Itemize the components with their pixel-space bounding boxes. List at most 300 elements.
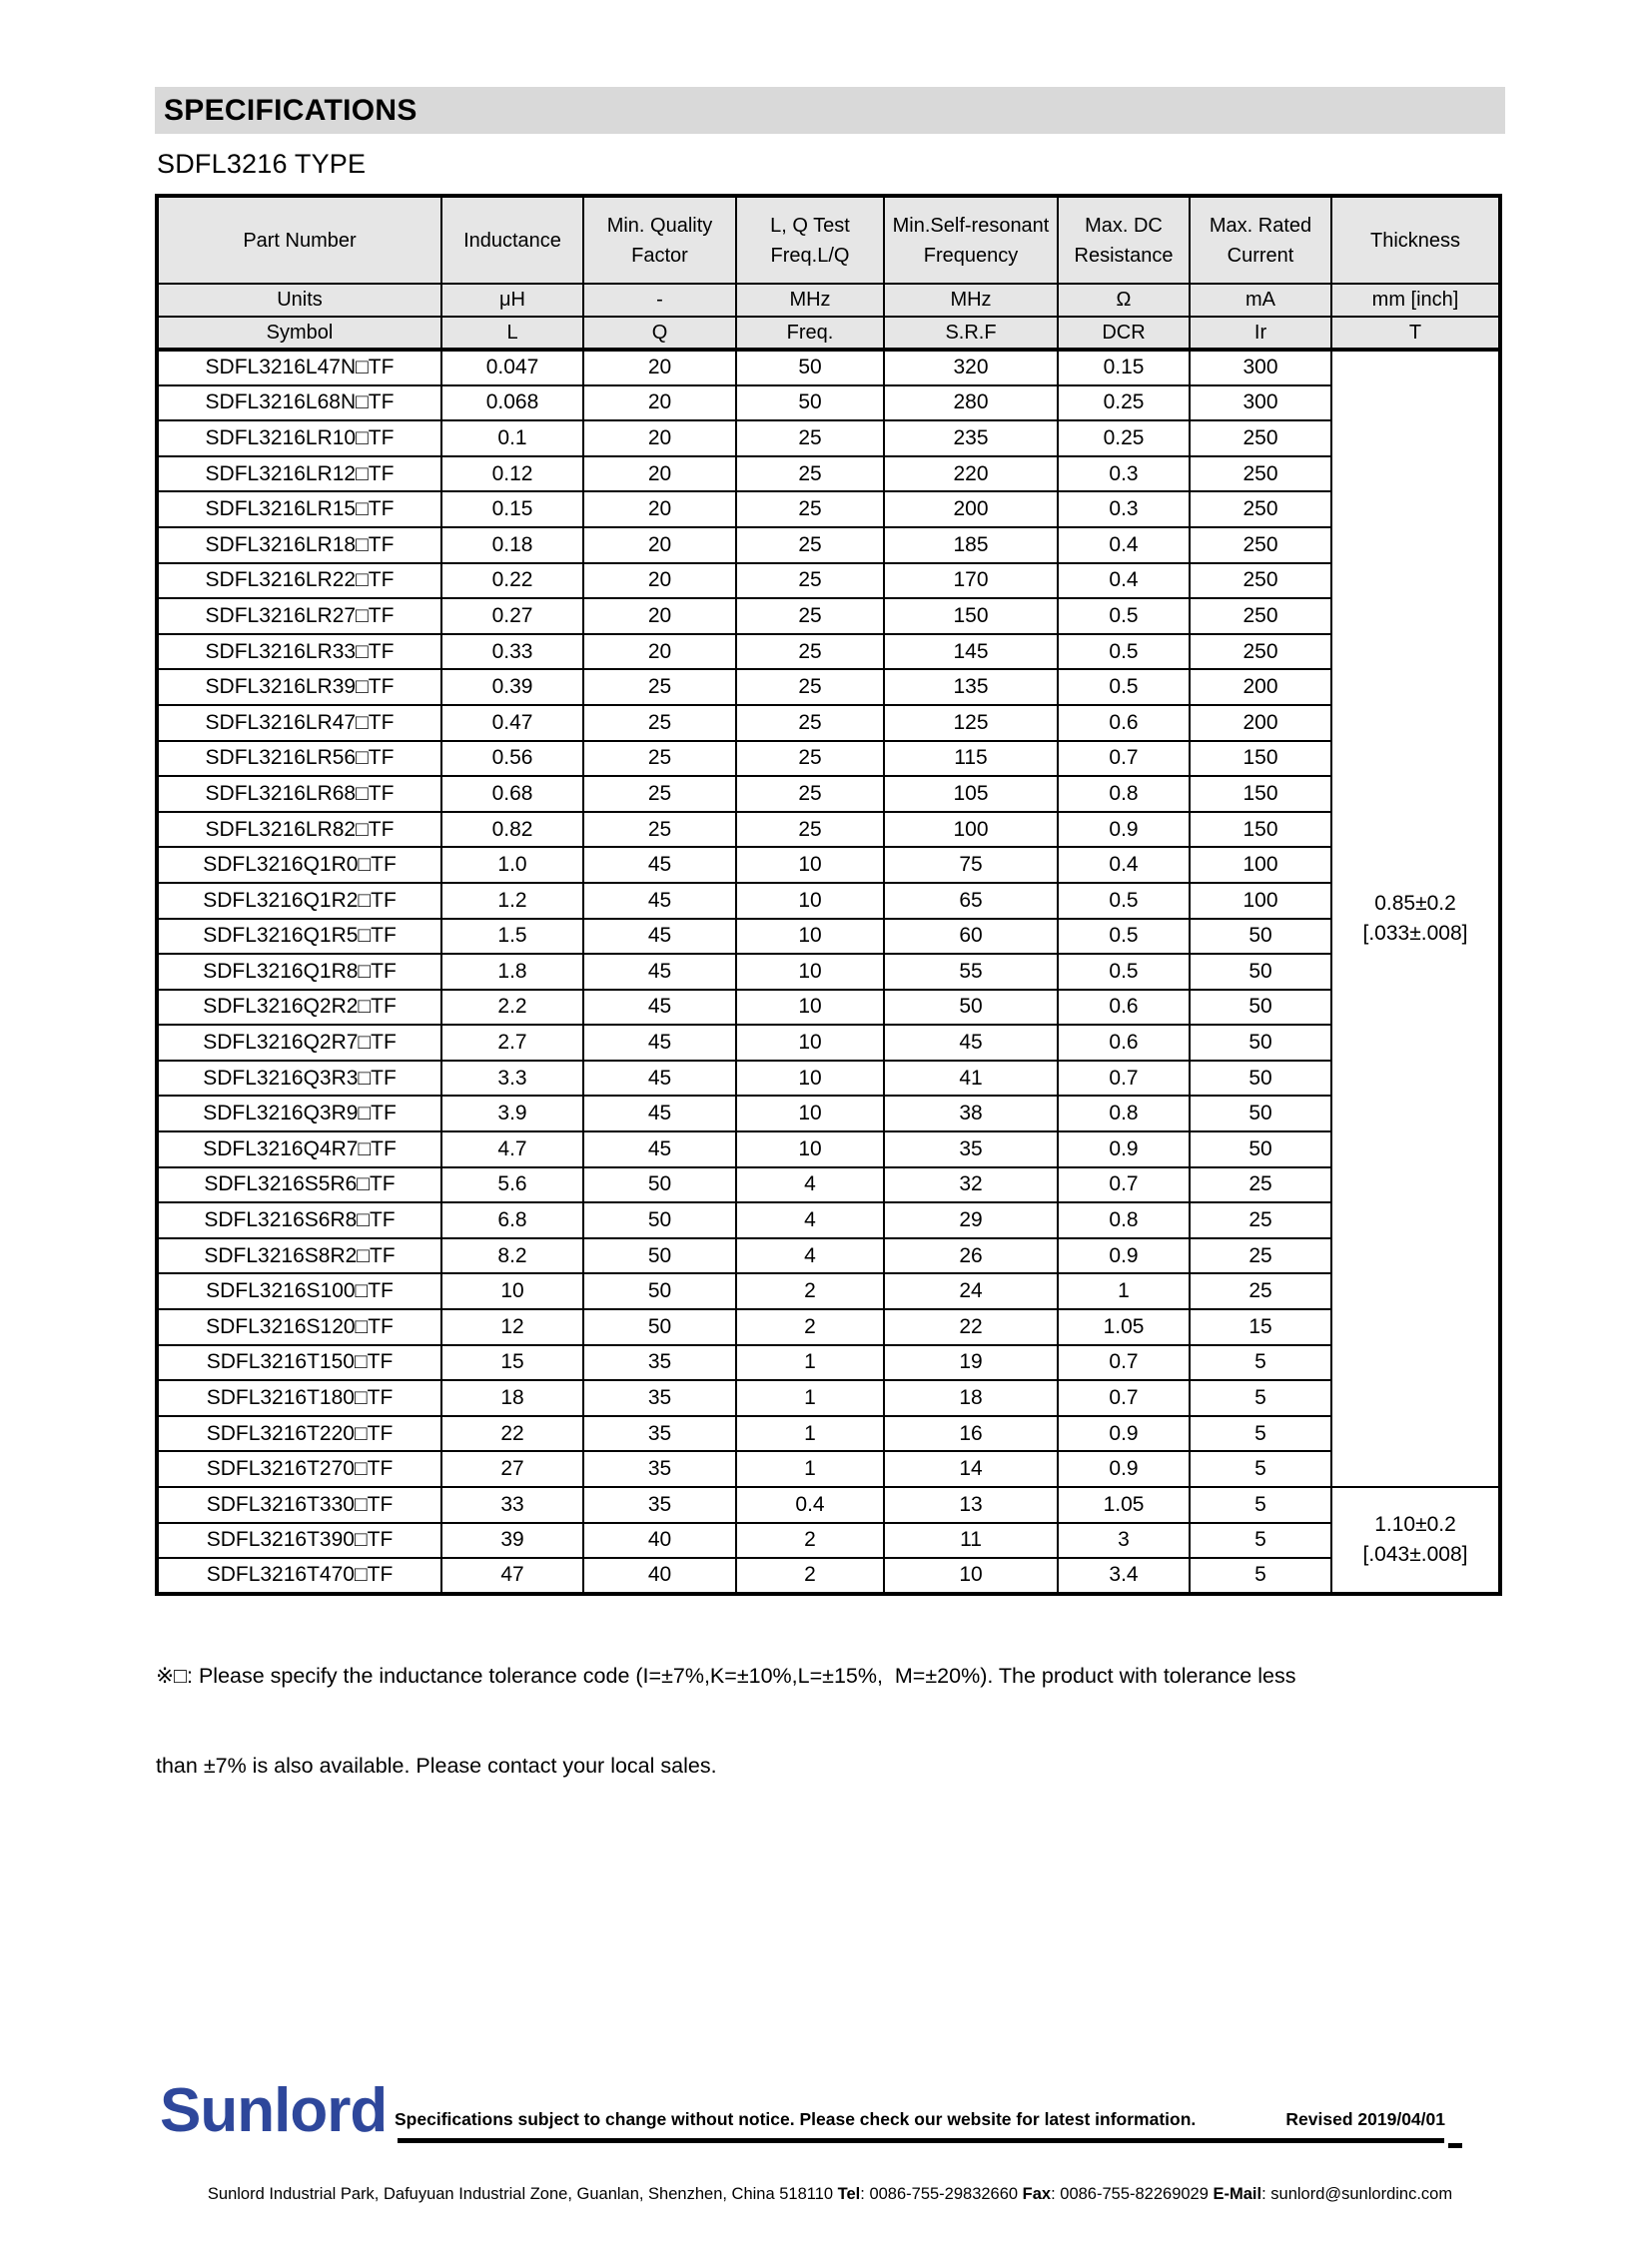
value-cell: 250 bbox=[1190, 456, 1331, 492]
part-number-cell: SDFL3216L68N□TF bbox=[157, 385, 441, 421]
value-cell: 39 bbox=[441, 1523, 583, 1559]
value-cell: 35 bbox=[583, 1451, 736, 1487]
header-cell bbox=[736, 196, 884, 284]
part-number-cell: SDFL3216T390□TF bbox=[157, 1523, 441, 1559]
value-cell: 0.15 bbox=[441, 491, 583, 527]
table-row bbox=[157, 1416, 1500, 1452]
value-cell: 45 bbox=[583, 990, 736, 1026]
value-cell: 0.4 bbox=[1058, 847, 1190, 883]
footer-rule-end bbox=[1448, 2143, 1462, 2148]
value-cell: 0.047 bbox=[441, 350, 583, 385]
value-cell: 25 bbox=[736, 527, 884, 563]
part-number-cell: SDFL3216L47N□TF bbox=[157, 350, 441, 385]
thickness-cell-line: [.043±.008] bbox=[1362, 1542, 1468, 1566]
value-cell: 6.8 bbox=[441, 1202, 583, 1238]
value-cell: 0.7 bbox=[1058, 741, 1190, 777]
value-cell: 0.56 bbox=[441, 741, 583, 777]
value-cell: 0.47 bbox=[441, 705, 583, 741]
value-cell: 0.9 bbox=[1058, 1238, 1190, 1274]
value-cell: 20 bbox=[583, 598, 736, 634]
table-row bbox=[157, 527, 1500, 563]
header-cell bbox=[583, 196, 736, 284]
value-cell: 50 bbox=[583, 1202, 736, 1238]
spec-table-body bbox=[157, 350, 1500, 1594]
symbol-row-cell: Q bbox=[583, 317, 736, 350]
value-cell: 45 bbox=[583, 883, 736, 919]
value-cell: 16 bbox=[884, 1416, 1058, 1452]
value-cell: 5 bbox=[1190, 1416, 1331, 1452]
value-cell: 25 bbox=[1190, 1238, 1331, 1274]
footer-rule bbox=[398, 2138, 1444, 2143]
part-number-cell: SDFL3216LR18□TF bbox=[157, 527, 441, 563]
value-cell: 1 bbox=[736, 1380, 884, 1416]
value-cell: 10 bbox=[736, 990, 884, 1026]
value-cell: 45 bbox=[583, 919, 736, 955]
value-cell: 25 bbox=[736, 598, 884, 634]
value-cell: 250 bbox=[1190, 598, 1331, 634]
value-cell: 18 bbox=[884, 1380, 1058, 1416]
value-cell: 25 bbox=[1190, 1273, 1331, 1309]
value-cell: 200 bbox=[1190, 705, 1331, 741]
value-cell: 25 bbox=[583, 776, 736, 812]
value-cell: 14 bbox=[884, 1451, 1058, 1487]
table-row bbox=[157, 1558, 1500, 1594]
value-cell: 2.2 bbox=[441, 990, 583, 1026]
header-cell bbox=[441, 196, 583, 284]
value-cell: 20 bbox=[583, 527, 736, 563]
value-cell: 0.15 bbox=[1058, 350, 1190, 385]
part-number-cell: SDFL3216LR22□TF bbox=[157, 563, 441, 599]
value-cell: 50 bbox=[1190, 1025, 1331, 1061]
value-cell: 25 bbox=[583, 669, 736, 705]
value-cell: 55 bbox=[884, 954, 1058, 990]
part-number-cell: SDFL3216LR10□TF bbox=[157, 420, 441, 456]
footer-notice-row bbox=[395, 2109, 1445, 2130]
value-cell: 2.7 bbox=[441, 1025, 583, 1061]
value-cell: 100 bbox=[1190, 847, 1331, 883]
header-cell-line: Max. Rated bbox=[1209, 214, 1312, 237]
thickness-cell-line: 0.85±0.2 bbox=[1374, 892, 1456, 915]
table-row bbox=[157, 1487, 1500, 1523]
value-cell: 150 bbox=[1190, 812, 1331, 848]
value-cell: 5 bbox=[1190, 1345, 1331, 1381]
value-cell: 33 bbox=[441, 1487, 583, 1523]
value-cell: 10 bbox=[736, 1061, 884, 1097]
value-cell: 3 bbox=[1058, 1523, 1190, 1559]
part-number-cell: SDFL3216S6R8□TF bbox=[157, 1202, 441, 1238]
table-row bbox=[157, 420, 1500, 456]
header-cell bbox=[884, 196, 1058, 284]
value-cell: 50 bbox=[583, 1309, 736, 1345]
value-cell: 300 bbox=[1190, 350, 1331, 385]
value-cell: 18 bbox=[441, 1380, 583, 1416]
value-cell: 2 bbox=[736, 1273, 884, 1309]
value-cell: 45 bbox=[583, 1061, 736, 1097]
value-cell: 0.5 bbox=[1058, 669, 1190, 705]
value-cell: 1 bbox=[736, 1345, 884, 1381]
part-number-cell: SDFL3216LR68□TF bbox=[157, 776, 441, 812]
thickness-cell-line: [.033±.008] bbox=[1362, 922, 1468, 945]
symbol-row-cell: Symbol bbox=[157, 317, 441, 350]
header-cell-line: Max. DC bbox=[1085, 214, 1163, 237]
value-cell: 35 bbox=[583, 1380, 736, 1416]
value-cell: 0.6 bbox=[1058, 1025, 1190, 1061]
part-number-cell: SDFL3216LR82□TF bbox=[157, 812, 441, 848]
part-number-cell: SDFL3216T330□TF bbox=[157, 1487, 441, 1523]
spec-table-head bbox=[157, 196, 1500, 350]
value-cell: 10 bbox=[736, 883, 884, 919]
value-cell: 5 bbox=[1190, 1380, 1331, 1416]
part-number-cell: SDFL3216LR12□TF bbox=[157, 456, 441, 492]
value-cell: 19 bbox=[884, 1345, 1058, 1381]
symbol-row-cell: L bbox=[441, 317, 583, 350]
value-cell: 2 bbox=[736, 1558, 884, 1594]
thickness-cell bbox=[1331, 350, 1500, 1487]
part-number-cell: SDFL3216Q1R2□TF bbox=[157, 883, 441, 919]
value-cell: 115 bbox=[884, 741, 1058, 777]
address-label: Tel bbox=[837, 2185, 861, 2203]
part-number-cell: SDFL3216T470□TF bbox=[157, 1558, 441, 1594]
value-cell: 100 bbox=[884, 812, 1058, 848]
value-cell: 20 bbox=[583, 634, 736, 670]
value-cell: 45 bbox=[583, 1025, 736, 1061]
spec-table bbox=[155, 194, 1502, 1596]
part-number-cell: SDFL3216LR15□TF bbox=[157, 491, 441, 527]
value-cell: 0.12 bbox=[441, 456, 583, 492]
table-row bbox=[157, 1380, 1500, 1416]
value-cell: 10 bbox=[736, 919, 884, 955]
value-cell: 45 bbox=[583, 1096, 736, 1131]
company-address bbox=[155, 2185, 1505, 2204]
part-number-cell: SDFL3216T270□TF bbox=[157, 1451, 441, 1487]
value-cell: 25 bbox=[583, 705, 736, 741]
value-cell: 0.4 bbox=[736, 1487, 884, 1523]
value-cell: 250 bbox=[1190, 634, 1331, 670]
table-row bbox=[157, 491, 1500, 527]
table-row bbox=[157, 1096, 1500, 1131]
value-cell: 26 bbox=[884, 1238, 1058, 1274]
value-cell: 50 bbox=[884, 990, 1058, 1026]
value-cell: 41 bbox=[884, 1061, 1058, 1097]
value-cell: 1.8 bbox=[441, 954, 583, 990]
value-cell: 25 bbox=[583, 812, 736, 848]
value-cell: 5 bbox=[1190, 1558, 1331, 1594]
value-cell: 15 bbox=[1190, 1309, 1331, 1345]
value-cell: 0.33 bbox=[441, 634, 583, 670]
value-cell: 8.2 bbox=[441, 1238, 583, 1274]
value-cell: 29 bbox=[884, 1202, 1058, 1238]
symbol-row-cell: Freq. bbox=[736, 317, 884, 350]
value-cell: 0.9 bbox=[1058, 1451, 1190, 1487]
value-cell: 25 bbox=[583, 741, 736, 777]
units-row-cell: μH bbox=[441, 284, 583, 317]
header-cell bbox=[1331, 196, 1500, 284]
part-number-cell: SDFL3216LR56□TF bbox=[157, 741, 441, 777]
thickness-cell-line: 1.10±0.2 bbox=[1374, 1512, 1456, 1536]
value-cell: 0.82 bbox=[441, 812, 583, 848]
table-row bbox=[157, 350, 1500, 385]
part-number-cell: SDFL3216Q2R7□TF bbox=[157, 1025, 441, 1061]
header-cell-line: Thickness bbox=[1369, 229, 1461, 252]
table-row bbox=[157, 1345, 1500, 1381]
value-cell: 15 bbox=[441, 1345, 583, 1381]
value-cell: 170 bbox=[884, 563, 1058, 599]
header-cell-line: Freq.L/Q bbox=[770, 244, 850, 267]
value-cell: 150 bbox=[1190, 741, 1331, 777]
table-row bbox=[157, 634, 1500, 670]
value-cell: 27 bbox=[441, 1451, 583, 1487]
part-number-cell: SDFL3216Q1R0□TF bbox=[157, 847, 441, 883]
table-row bbox=[157, 1523, 1500, 1559]
symbol-row-cell: T bbox=[1331, 317, 1500, 350]
symbol-row-cell: Ir bbox=[1190, 317, 1331, 350]
value-cell: 45 bbox=[884, 1025, 1058, 1061]
value-cell: 0.25 bbox=[1058, 385, 1190, 421]
value-cell: 0.6 bbox=[1058, 705, 1190, 741]
value-cell: 25 bbox=[1190, 1167, 1331, 1203]
value-cell: 45 bbox=[583, 847, 736, 883]
value-cell: 20 bbox=[583, 456, 736, 492]
value-cell: 0.7 bbox=[1058, 1167, 1190, 1203]
table-row bbox=[157, 776, 1500, 812]
part-number-cell: SDFL3216T150□TF bbox=[157, 1345, 441, 1381]
value-cell: 1 bbox=[736, 1451, 884, 1487]
value-cell: 0.5 bbox=[1058, 883, 1190, 919]
footnote-line: than ±7% is also available. Please contact your local sales. bbox=[156, 1754, 717, 1778]
value-cell: 1.05 bbox=[1058, 1487, 1190, 1523]
value-cell: 250 bbox=[1190, 563, 1331, 599]
value-cell: 25 bbox=[736, 705, 884, 741]
table-row bbox=[157, 1061, 1500, 1097]
table-row bbox=[157, 1273, 1500, 1309]
value-cell: 25 bbox=[736, 741, 884, 777]
table-row bbox=[157, 1451, 1500, 1487]
value-cell: 22 bbox=[884, 1309, 1058, 1345]
value-cell: 35 bbox=[884, 1131, 1058, 1167]
value-cell: 135 bbox=[884, 669, 1058, 705]
value-cell: 10 bbox=[736, 847, 884, 883]
header-cell-line: Min. Quality bbox=[606, 214, 713, 237]
value-cell: 20 bbox=[583, 491, 736, 527]
value-cell: 220 bbox=[884, 456, 1058, 492]
table-row bbox=[157, 954, 1500, 990]
value-cell: 50 bbox=[1190, 1096, 1331, 1131]
value-cell: 105 bbox=[884, 776, 1058, 812]
value-cell: 20 bbox=[583, 350, 736, 385]
value-cell: 2 bbox=[736, 1523, 884, 1559]
value-cell: 45 bbox=[583, 1131, 736, 1167]
symbol-row-cell: DCR bbox=[1058, 317, 1190, 350]
value-cell: 40 bbox=[583, 1558, 736, 1594]
value-cell: 50 bbox=[1190, 1131, 1331, 1167]
value-cell: 0.068 bbox=[441, 385, 583, 421]
table-row bbox=[157, 1131, 1500, 1167]
part-number-cell: SDFL3216LR39□TF bbox=[157, 669, 441, 705]
value-cell: 200 bbox=[884, 491, 1058, 527]
units-row-cell: MHz bbox=[736, 284, 884, 317]
value-cell: 35 bbox=[583, 1487, 736, 1523]
value-cell: 0.1 bbox=[441, 420, 583, 456]
value-cell: 25 bbox=[736, 812, 884, 848]
part-number-cell: SDFL3216Q3R3□TF bbox=[157, 1061, 441, 1097]
sunlord-logo: Sunlord bbox=[160, 2076, 388, 2145]
value-cell: 10 bbox=[736, 954, 884, 990]
part-number-cell: SDFL3216S100□TF bbox=[157, 1273, 441, 1309]
value-cell: 5.6 bbox=[441, 1167, 583, 1203]
value-cell: 0.8 bbox=[1058, 1202, 1190, 1238]
section-title: SPECIFICATIONS bbox=[164, 94, 417, 127]
value-cell: 50 bbox=[1190, 919, 1331, 955]
value-cell: 35 bbox=[583, 1416, 736, 1452]
value-cell: 0.4 bbox=[1058, 563, 1190, 599]
table-row bbox=[157, 1309, 1500, 1345]
value-cell: 0.9 bbox=[1058, 1131, 1190, 1167]
header-cell-line: Resistance bbox=[1074, 244, 1174, 267]
value-cell: 45 bbox=[583, 954, 736, 990]
value-cell: 0.5 bbox=[1058, 598, 1190, 634]
value-cell: 1 bbox=[1058, 1273, 1190, 1309]
part-number-cell: SDFL3216LR47□TF bbox=[157, 705, 441, 741]
value-cell: 75 bbox=[884, 847, 1058, 883]
value-cell: 200 bbox=[1190, 669, 1331, 705]
units-row-cell: Units bbox=[157, 284, 441, 317]
value-cell: 50 bbox=[583, 1238, 736, 1274]
address-label: Fax bbox=[1022, 2185, 1052, 2203]
value-cell: 20 bbox=[583, 385, 736, 421]
thickness-cell bbox=[1331, 1487, 1500, 1594]
part-number-cell: SDFL3216S5R6□TF bbox=[157, 1167, 441, 1203]
header-cell-line: Current bbox=[1227, 244, 1294, 267]
value-cell: 25 bbox=[736, 776, 884, 812]
value-cell: 60 bbox=[884, 919, 1058, 955]
value-cell: 50 bbox=[583, 1273, 736, 1309]
value-cell: 12 bbox=[441, 1309, 583, 1345]
value-cell: 40 bbox=[583, 1523, 736, 1559]
table-row bbox=[157, 847, 1500, 883]
revision-date: Revised 2019/04/01 bbox=[1285, 2109, 1445, 2129]
table-row bbox=[157, 1202, 1500, 1238]
value-cell: 50 bbox=[1190, 954, 1331, 990]
value-cell: 0.3 bbox=[1058, 456, 1190, 492]
value-cell: 25 bbox=[736, 669, 884, 705]
value-cell: 65 bbox=[884, 883, 1058, 919]
part-number-cell: SDFL3216S120□TF bbox=[157, 1309, 441, 1345]
value-cell: 2 bbox=[736, 1309, 884, 1345]
value-cell: 0.8 bbox=[1058, 1096, 1190, 1131]
value-cell: 145 bbox=[884, 634, 1058, 670]
value-cell: 25 bbox=[1190, 1202, 1331, 1238]
units-row-cell: mA bbox=[1190, 284, 1331, 317]
header-cell-line: L, Q Test bbox=[770, 214, 850, 237]
units-row-cell: mm [inch] bbox=[1331, 284, 1500, 317]
value-cell: 1.5 bbox=[441, 919, 583, 955]
table-row bbox=[157, 990, 1500, 1026]
value-cell: 10 bbox=[736, 1025, 884, 1061]
value-cell: 0.3 bbox=[1058, 491, 1190, 527]
value-cell: 0.7 bbox=[1058, 1380, 1190, 1416]
address-text: : sunlord@sunlordinc.com bbox=[1261, 2185, 1453, 2203]
value-cell: 20 bbox=[583, 563, 736, 599]
value-cell: 100 bbox=[1190, 883, 1331, 919]
header-cell-line: Min.Self-resonant bbox=[892, 214, 1050, 237]
table-row bbox=[157, 883, 1500, 919]
value-cell: 5 bbox=[1190, 1523, 1331, 1559]
units-row bbox=[157, 284, 1500, 317]
value-cell: 0.22 bbox=[441, 563, 583, 599]
value-cell: 0.7 bbox=[1058, 1061, 1190, 1097]
address-text: Sunlord Industrial Park, Dafuyuan Industrial Zone, Guanlan, Shenzhen, China 518110 bbox=[207, 2185, 838, 2203]
value-cell: 150 bbox=[884, 598, 1058, 634]
value-cell: 1.2 bbox=[441, 883, 583, 919]
value-cell: 25 bbox=[736, 491, 884, 527]
value-cell: 250 bbox=[1190, 491, 1331, 527]
value-cell: 24 bbox=[884, 1273, 1058, 1309]
value-cell: 0.4 bbox=[1058, 527, 1190, 563]
address-text: : 0086-755-82269029 bbox=[1051, 2185, 1214, 2203]
value-cell: 0.9 bbox=[1058, 1416, 1190, 1452]
value-cell: 300 bbox=[1190, 385, 1331, 421]
section-title-bar bbox=[155, 87, 1505, 134]
table-row bbox=[157, 669, 1500, 705]
part-number-cell: SDFL3216Q4R7□TF bbox=[157, 1131, 441, 1167]
value-cell: 0.39 bbox=[441, 669, 583, 705]
part-number-cell: SDFL3216Q2R2□TF bbox=[157, 990, 441, 1026]
symbol-row-cell: S.R.F bbox=[884, 317, 1058, 350]
table-row bbox=[157, 812, 1500, 848]
value-cell: 35 bbox=[583, 1345, 736, 1381]
value-cell: 25 bbox=[736, 634, 884, 670]
table-row bbox=[157, 741, 1500, 777]
type-subtitle: SDFL3216 TYPE bbox=[157, 149, 367, 179]
change-notice: Specifications subject to change without notice. Please check our website for latest information. bbox=[395, 2109, 1197, 2129]
value-cell: 0.18 bbox=[441, 527, 583, 563]
value-cell: 235 bbox=[884, 420, 1058, 456]
value-cell: 11 bbox=[884, 1523, 1058, 1559]
value-cell: 0.6 bbox=[1058, 990, 1190, 1026]
value-cell: 22 bbox=[441, 1416, 583, 1452]
value-cell: 10 bbox=[736, 1131, 884, 1167]
address-label: E-Mail bbox=[1213, 2185, 1262, 2203]
table-row bbox=[157, 385, 1500, 421]
value-cell: 1 bbox=[736, 1416, 884, 1452]
value-cell: 10 bbox=[441, 1273, 583, 1309]
table-row bbox=[157, 456, 1500, 492]
header-cell bbox=[1190, 196, 1331, 284]
table-row bbox=[157, 563, 1500, 599]
value-cell: 25 bbox=[736, 420, 884, 456]
units-row-cell: MHz bbox=[884, 284, 1058, 317]
value-cell: 1.05 bbox=[1058, 1309, 1190, 1345]
part-number-cell: SDFL3216LR33□TF bbox=[157, 634, 441, 670]
value-cell: 0.5 bbox=[1058, 919, 1190, 955]
value-cell: 185 bbox=[884, 527, 1058, 563]
value-cell: 25 bbox=[736, 456, 884, 492]
header-cell bbox=[157, 196, 441, 284]
header-cell bbox=[1058, 196, 1190, 284]
value-cell: 4.7 bbox=[441, 1131, 583, 1167]
value-cell: 50 bbox=[1190, 990, 1331, 1026]
value-cell: 0.27 bbox=[441, 598, 583, 634]
value-cell: 125 bbox=[884, 705, 1058, 741]
part-number-cell: SDFL3216T180□TF bbox=[157, 1380, 441, 1416]
table-row bbox=[157, 705, 1500, 741]
header-cell-line: Inductance bbox=[463, 229, 561, 252]
value-cell: 0.5 bbox=[1058, 954, 1190, 990]
header-cell-line: Factor bbox=[631, 244, 688, 267]
part-number-cell: SDFL3216T220□TF bbox=[157, 1416, 441, 1452]
part-number-cell: SDFL3216S8R2□TF bbox=[157, 1238, 441, 1274]
part-number-cell: SDFL3216Q3R9□TF bbox=[157, 1096, 441, 1131]
